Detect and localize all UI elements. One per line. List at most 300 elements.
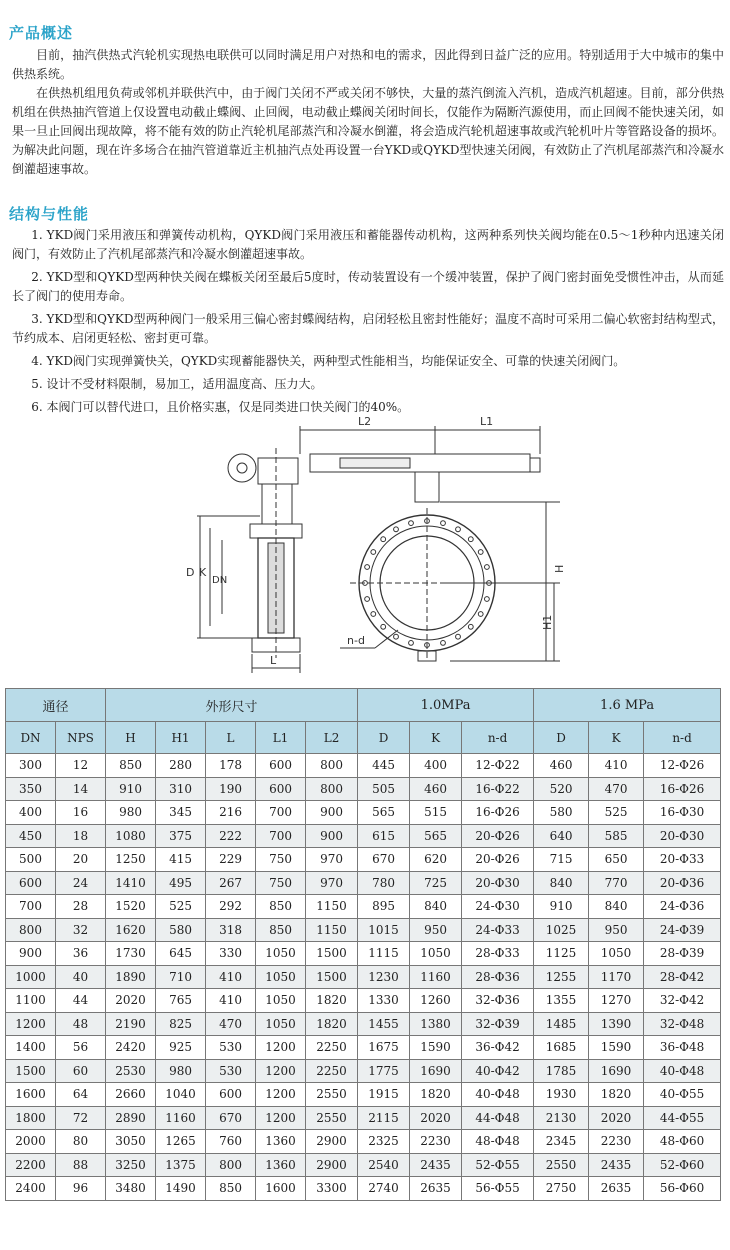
table-cell: 36-Φ42 xyxy=(462,1036,534,1060)
structure-item-1: 1. YKD阀门采用液压和弹簧传动机构，QYKD阀门采用液压和蓄能器传动机构，这两种系列快关阀均能在0.5～1秒种内迅速关闭阀门，有效防止了汽机尾部蒸汽和冷凝水倒灌超速事故。 xyxy=(12,228,724,261)
table-cell: 615 xyxy=(358,824,410,848)
table-cell: 24 xyxy=(56,871,106,895)
bolt-hole xyxy=(478,612,483,617)
table-cell: 28-Φ42 xyxy=(644,965,721,989)
table-cell: 1820 xyxy=(589,1083,644,1107)
table-cell: 1520 xyxy=(106,895,156,919)
table-row xyxy=(6,965,721,989)
table-row xyxy=(6,895,721,919)
table-cell: 318 xyxy=(206,918,256,942)
table-row xyxy=(6,824,721,848)
table-cell: 1000 xyxy=(6,965,56,989)
table-cell: 1400 xyxy=(6,1036,56,1060)
table-cell: 715 xyxy=(534,848,589,872)
header-size-group: 通径 xyxy=(6,689,106,722)
table-cell: 470 xyxy=(589,777,644,801)
table-cell: 2250 xyxy=(306,1059,358,1083)
bolt-hole xyxy=(381,624,386,629)
structure-item-6: 6. 本阀门可以替代进口，且价格实惠，仅是同类进口快关阀门的40%。 xyxy=(31,400,410,414)
table-cell: 950 xyxy=(589,918,644,942)
table-cell: 565 xyxy=(410,824,462,848)
table-cell: 565 xyxy=(358,801,410,825)
table-cell: 2550 xyxy=(534,1153,589,1177)
table-cell: 56-Φ60 xyxy=(644,1177,721,1201)
table-cell: 1050 xyxy=(410,942,462,966)
table-cell: 36 xyxy=(56,942,106,966)
overview-paragraph-1: 目前，抽汽供热式汽轮机实现热电联供可以同时满足用户对热和电的需求，因此得到日益广泛的应用。特别适用于大中城市的集中供热系统。 xyxy=(12,48,724,81)
table-row xyxy=(6,1059,721,1083)
table-cell: 1050 xyxy=(256,989,306,1013)
column-header: DN xyxy=(6,722,56,754)
table-cell: 229 xyxy=(206,848,256,872)
table-cell: 1500 xyxy=(306,965,358,989)
table-cell: 1265 xyxy=(156,1130,206,1154)
table-cell: 1685 xyxy=(534,1036,589,1060)
table-cell: 1050 xyxy=(589,942,644,966)
table-cell: 900 xyxy=(6,942,56,966)
table-cell: 445 xyxy=(358,754,410,778)
bolt-hole xyxy=(365,565,370,570)
table-cell: 850 xyxy=(256,895,306,919)
dim-label-DN: DN xyxy=(212,575,228,586)
dim-label-L: L xyxy=(270,654,277,667)
table-cell: 1200 xyxy=(256,1036,306,1060)
table-cell: 580 xyxy=(156,918,206,942)
table-row xyxy=(6,871,721,895)
structure-item-5: 5. 设计不受材料限制，易加工，适用温度高、压力大。 xyxy=(31,377,323,391)
column-header: L1 xyxy=(256,722,306,754)
dim-label-nd: n-d xyxy=(347,634,365,647)
table-cell: 1915 xyxy=(358,1083,410,1107)
table-cell: 1930 xyxy=(534,1083,589,1107)
table-cell: 178 xyxy=(206,754,256,778)
table-row xyxy=(6,754,721,778)
table-cell: 600 xyxy=(256,777,306,801)
dim-label-H: H xyxy=(553,564,566,573)
table-cell: 28-Φ33 xyxy=(462,942,534,966)
table-cell: 640 xyxy=(534,824,589,848)
column-header-row xyxy=(6,722,721,754)
table-cell: 800 xyxy=(306,754,358,778)
table-cell: 2660 xyxy=(106,1083,156,1107)
table-row xyxy=(6,801,721,825)
overview-title: 产品概述 xyxy=(9,24,74,42)
table-cell: 44-Φ55 xyxy=(644,1106,721,1130)
table-cell: 190 xyxy=(206,777,256,801)
table-cell: 3050 xyxy=(106,1130,156,1154)
table-cell: 505 xyxy=(358,777,410,801)
table-cell: 900 xyxy=(306,824,358,848)
table-cell: 710 xyxy=(156,965,206,989)
table-cell: 2540 xyxy=(358,1153,410,1177)
table-cell: 840 xyxy=(410,895,462,919)
table-cell: 2420 xyxy=(106,1036,156,1060)
table-cell: 310 xyxy=(156,777,206,801)
bolt-hole xyxy=(441,521,446,526)
table-row xyxy=(6,1177,721,1201)
table-cell: 760 xyxy=(206,1130,256,1154)
table-cell: 345 xyxy=(156,801,206,825)
table-cell: 1690 xyxy=(410,1059,462,1083)
table-cell: 52-Φ60 xyxy=(644,1153,721,1177)
table-cell: 2435 xyxy=(589,1153,644,1177)
table-cell: 72 xyxy=(56,1106,106,1130)
table-cell: 24-Φ39 xyxy=(644,918,721,942)
bolt-hole xyxy=(409,521,414,526)
table-cell: 525 xyxy=(589,801,644,825)
table-cell: 48-Φ60 xyxy=(644,1130,721,1154)
table-cell: 1200 xyxy=(256,1059,306,1083)
table-cell: 585 xyxy=(589,824,644,848)
table-cell: 750 xyxy=(256,848,306,872)
table-cell: 600 xyxy=(206,1083,256,1107)
table-cell: 800 xyxy=(6,918,56,942)
table-cell: 28-Φ39 xyxy=(644,942,721,966)
table-cell: 20-Φ36 xyxy=(644,871,721,895)
table-row xyxy=(6,848,721,872)
overview-paragraph-2: 在供热机组甩负荷或邻机并联供汽中，由于阀门关闭不严或关闭不够快，大量的蒸汽倒流入汽机，造成汽机超速。目前，部分供热机组在供热抽汽管道上仅设置电动截止蝶阀、止回阀，电动截止蝶阀关闭时间长，仅能作为隔断汽源使用，而止回阀不能快速关闭，如果一旦止回阀出现故障，将不能有效的防止汽轮机尾部蒸汽和冷凝水倒灌，将会造成汽轮机超速事故或汽轮机叶片等管路设备的损坏。为解决此问题，现在许多场合在抽汽管道靠近主机抽汽点处再设置一台YKD或QYKD型快速关闭阀，有效防止了汽机尾部蒸汽和冷凝水倒灌超速事故。 xyxy=(12,86,724,176)
table-cell: 650 xyxy=(589,848,644,872)
table-cell: 2250 xyxy=(306,1036,358,1060)
table-cell: 2550 xyxy=(306,1106,358,1130)
table-cell: 580 xyxy=(534,801,589,825)
table-row xyxy=(6,918,721,942)
table-cell: 14 xyxy=(56,777,106,801)
table-cell: 280 xyxy=(156,754,206,778)
table-cell: 2020 xyxy=(410,1106,462,1130)
valve-drawing xyxy=(150,408,580,678)
table-row xyxy=(6,942,721,966)
table-cell: 56-Φ55 xyxy=(462,1177,534,1201)
table-cell: 1200 xyxy=(256,1106,306,1130)
structure-list xyxy=(12,226,724,421)
table-cell: 1270 xyxy=(589,989,644,1013)
table-cell: 32-Φ48 xyxy=(644,1012,721,1036)
table-cell: 2550 xyxy=(306,1083,358,1107)
bolt-hole xyxy=(468,537,473,542)
table-cell: 1050 xyxy=(256,942,306,966)
bolt-hole xyxy=(365,597,370,602)
table-cell: 1150 xyxy=(306,895,358,919)
dim-label-D: D xyxy=(186,566,195,579)
table-cell: 980 xyxy=(156,1059,206,1083)
table-cell: 725 xyxy=(410,871,462,895)
dim-label-L2: L2 xyxy=(358,415,372,428)
table-cell: 1600 xyxy=(6,1083,56,1107)
table-cell: 700 xyxy=(256,801,306,825)
table-cell: 40 xyxy=(56,965,106,989)
bolt-hole xyxy=(485,565,490,570)
table-cell: 16-Φ26 xyxy=(644,777,721,801)
bolt-hole xyxy=(485,597,490,602)
table-cell: 1500 xyxy=(306,942,358,966)
table-cell: 840 xyxy=(534,871,589,895)
table-cell: 32-Φ36 xyxy=(462,989,534,1013)
table-cell: 56 xyxy=(56,1036,106,1060)
table-row xyxy=(6,1083,721,1107)
table-cell: 950 xyxy=(410,918,462,942)
table-cell: 16 xyxy=(56,801,106,825)
table-cell: 267 xyxy=(206,871,256,895)
table-cell: 1115 xyxy=(358,942,410,966)
table-cell: 1250 xyxy=(106,848,156,872)
table-cell: 840 xyxy=(589,895,644,919)
table-cell: 1820 xyxy=(306,1012,358,1036)
bolt-hole xyxy=(468,624,473,629)
table-cell: 20 xyxy=(56,848,106,872)
table-cell: 495 xyxy=(156,871,206,895)
table-cell: 1330 xyxy=(358,989,410,1013)
header-1-0mpa-group: 1.0MPa xyxy=(358,689,534,722)
structure-title: 结构与性能 xyxy=(9,205,90,223)
table-cell: 410 xyxy=(589,754,644,778)
table-cell: 1200 xyxy=(256,1083,306,1107)
table-cell: 700 xyxy=(6,895,56,919)
table-cell: 12-Φ26 xyxy=(644,754,721,778)
table-cell: 24-Φ33 xyxy=(462,918,534,942)
table-cell: 292 xyxy=(206,895,256,919)
table-cell: 850 xyxy=(206,1177,256,1201)
table-cell: 24-Φ30 xyxy=(462,895,534,919)
table-row xyxy=(6,1130,721,1154)
table-cell: 1255 xyxy=(534,965,589,989)
table-cell: 1820 xyxy=(410,1083,462,1107)
table-cell: 1050 xyxy=(256,965,306,989)
table-cell: 1800 xyxy=(6,1106,56,1130)
table-cell: 1380 xyxy=(410,1012,462,1036)
table-cell: 20-Φ26 xyxy=(462,848,534,872)
table-cell: 670 xyxy=(358,848,410,872)
table-cell: 780 xyxy=(358,871,410,895)
table-cell: 1690 xyxy=(589,1059,644,1083)
bolt-hole xyxy=(456,634,461,639)
table-cell: 2020 xyxy=(589,1106,644,1130)
table-cell: 2020 xyxy=(106,989,156,1013)
table-cell: 20-Φ30 xyxy=(462,871,534,895)
bolt-hole xyxy=(441,641,446,646)
front-view xyxy=(300,426,560,661)
table-cell: 910 xyxy=(106,777,156,801)
table-cell: 750 xyxy=(256,871,306,895)
table-cell: 12 xyxy=(56,754,106,778)
table-cell: 2130 xyxy=(534,1106,589,1130)
header-dims-group: 外形尺寸 xyxy=(106,689,358,722)
table-cell: 1360 xyxy=(256,1130,306,1154)
table-cell: 1375 xyxy=(156,1153,206,1177)
table-cell: 32 xyxy=(56,918,106,942)
table-cell: 12-Φ22 xyxy=(462,754,534,778)
table-cell: 60 xyxy=(56,1059,106,1083)
table-cell: 2530 xyxy=(106,1059,156,1083)
table-row xyxy=(6,989,721,1013)
table-cell: 40-Φ42 xyxy=(462,1059,534,1083)
column-header: L2 xyxy=(306,722,358,754)
table-cell: 18 xyxy=(56,824,106,848)
table-body xyxy=(6,754,721,1201)
column-header: L xyxy=(206,722,256,754)
table-cell: 2900 xyxy=(306,1130,358,1154)
table-cell: 330 xyxy=(206,942,256,966)
table-cell: 460 xyxy=(534,754,589,778)
header-1-6mpa-group: 1.6 MPa xyxy=(534,689,721,722)
column-header: K xyxy=(589,722,644,754)
table-cell: 28 xyxy=(56,895,106,919)
table-cell: 2900 xyxy=(306,1153,358,1177)
table-cell: 44 xyxy=(56,989,106,1013)
column-header: n-d xyxy=(462,722,534,754)
table-cell: 350 xyxy=(6,777,56,801)
table-cell: 1600 xyxy=(256,1177,306,1201)
table-cell: 470 xyxy=(206,1012,256,1036)
table-cell: 970 xyxy=(306,848,358,872)
bolt-hole xyxy=(456,527,461,532)
table-cell: 825 xyxy=(156,1012,206,1036)
table-cell: 48-Φ48 xyxy=(462,1130,534,1154)
table-cell: 1040 xyxy=(156,1083,206,1107)
table-cell: 1620 xyxy=(106,918,156,942)
table-cell: 48 xyxy=(56,1012,106,1036)
table-cell: 925 xyxy=(156,1036,206,1060)
table-cell: 530 xyxy=(206,1059,256,1083)
table-cell: 910 xyxy=(534,895,589,919)
table-cell: 2435 xyxy=(410,1153,462,1177)
table-cell: 36-Φ48 xyxy=(644,1036,721,1060)
table-cell: 970 xyxy=(306,871,358,895)
table-cell: 800 xyxy=(306,777,358,801)
table-cell: 32-Φ42 xyxy=(644,989,721,1013)
bolt-hole xyxy=(371,612,376,617)
dim-label-K: K xyxy=(199,566,207,579)
table-cell: 40-Φ48 xyxy=(462,1083,534,1107)
table-cell: 800 xyxy=(206,1153,256,1177)
table-cell: 1160 xyxy=(156,1106,206,1130)
table-cell: 80 xyxy=(56,1130,106,1154)
table-cell: 500 xyxy=(6,848,56,872)
table-cell: 600 xyxy=(6,871,56,895)
column-header: K xyxy=(410,722,462,754)
column-header: D xyxy=(358,722,410,754)
dim-label-H1: H1 xyxy=(541,614,554,630)
table-cell: 2635 xyxy=(589,1177,644,1201)
table-cell: 415 xyxy=(156,848,206,872)
dim-label-L1: L1 xyxy=(480,415,494,428)
table-cell: 400 xyxy=(6,801,56,825)
table-cell: 2230 xyxy=(589,1130,644,1154)
table-cell: 1360 xyxy=(256,1153,306,1177)
table-cell: 600 xyxy=(256,754,306,778)
table-cell: 2750 xyxy=(534,1177,589,1201)
table-cell: 1160 xyxy=(410,965,462,989)
table-cell: 44-Φ48 xyxy=(462,1106,534,1130)
table-cell: 2400 xyxy=(6,1177,56,1201)
table-cell: 40-Φ55 xyxy=(644,1083,721,1107)
bolt-hole xyxy=(381,537,386,542)
table-cell: 645 xyxy=(156,942,206,966)
table-cell: 2325 xyxy=(358,1130,410,1154)
table-cell: 525 xyxy=(156,895,206,919)
table-cell: 300 xyxy=(6,754,56,778)
table-cell: 1590 xyxy=(589,1036,644,1060)
table-cell: 2200 xyxy=(6,1153,56,1177)
table-cell: 1390 xyxy=(589,1012,644,1036)
table-cell: 1260 xyxy=(410,989,462,1013)
table-cell: 375 xyxy=(156,824,206,848)
table-cell: 530 xyxy=(206,1036,256,1060)
table-cell: 52-Φ55 xyxy=(462,1153,534,1177)
table-cell: 1675 xyxy=(358,1036,410,1060)
table-cell: 20-Φ26 xyxy=(462,824,534,848)
table-cell: 1785 xyxy=(534,1059,589,1083)
column-header: n-d xyxy=(644,722,721,754)
table-cell: 96 xyxy=(56,1177,106,1201)
table-cell: 1200 xyxy=(6,1012,56,1036)
table-cell: 16-Φ30 xyxy=(644,801,721,825)
table-cell: 515 xyxy=(410,801,462,825)
table-cell: 895 xyxy=(358,895,410,919)
table-cell: 520 xyxy=(534,777,589,801)
table-cell: 765 xyxy=(156,989,206,1013)
table-cell: 20-Φ33 xyxy=(644,848,721,872)
table-cell: 1230 xyxy=(358,965,410,989)
table-cell: 1025 xyxy=(534,918,589,942)
table-cell: 40-Φ48 xyxy=(644,1059,721,1083)
table-cell: 3250 xyxy=(106,1153,156,1177)
table-cell: 1730 xyxy=(106,942,156,966)
structure-item-2: 2. YKD型和QYKD型两种快关阀在蝶板关闭至最后5度时，传动装置设有一个缓冲装置，保护了阀门密封面免受惯性冲击，从而延长了阀门的使用寿命。 xyxy=(12,270,724,303)
column-header: H1 xyxy=(156,722,206,754)
table-cell: 1410 xyxy=(106,871,156,895)
table-cell: 2230 xyxy=(410,1130,462,1154)
table-cell: 850 xyxy=(256,918,306,942)
table-cell: 24-Φ36 xyxy=(644,895,721,919)
table-cell: 770 xyxy=(589,871,644,895)
table-cell: 1490 xyxy=(156,1177,206,1201)
table-cell: 2740 xyxy=(358,1177,410,1201)
table-cell: 32-Φ39 xyxy=(462,1012,534,1036)
table-cell: 2345 xyxy=(534,1130,589,1154)
table-row xyxy=(6,1153,721,1177)
table-row xyxy=(6,1036,721,1060)
table-cell: 2890 xyxy=(106,1106,156,1130)
table-row xyxy=(6,1106,721,1130)
table-cell: 2635 xyxy=(410,1177,462,1201)
bolt-hole xyxy=(371,550,376,555)
table-cell: 620 xyxy=(410,848,462,872)
table-cell: 1080 xyxy=(106,824,156,848)
table-cell: 980 xyxy=(106,801,156,825)
table-row xyxy=(6,777,721,801)
table-cell: 28-Φ36 xyxy=(462,965,534,989)
table-cell: 1500 xyxy=(6,1059,56,1083)
table-cell: 1890 xyxy=(106,965,156,989)
bolt-hole xyxy=(478,550,483,555)
table-cell: 900 xyxy=(306,801,358,825)
table-cell: 3300 xyxy=(306,1177,358,1201)
table-cell: 222 xyxy=(206,824,256,848)
structure-item-4: 4. YKD阀门实现弹簧快关，QYKD实现蓄能器快关，两种型式性能相当，均能保证安全、可靠的快速关闭阀门。 xyxy=(31,354,626,368)
table-cell: 1100 xyxy=(6,989,56,1013)
table-cell: 850 xyxy=(106,754,156,778)
structure-item-3: 3. YKD型和QYKD型两种阀门一般采用三偏心密封蝶阀结构，启闭轻松且密封性能好；温度不高时可采用二偏心软密封结构型式，节约成本、启闭更轻松、密封更可靠。 xyxy=(12,312,724,345)
spec-table xyxy=(5,688,721,1201)
table-cell: 410 xyxy=(206,989,256,1013)
table-cell: 1170 xyxy=(589,965,644,989)
side-view xyxy=(197,448,302,673)
table-cell: 1485 xyxy=(534,1012,589,1036)
table-cell: 216 xyxy=(206,801,256,825)
table-cell: 460 xyxy=(410,777,462,801)
table-cell: 410 xyxy=(206,965,256,989)
